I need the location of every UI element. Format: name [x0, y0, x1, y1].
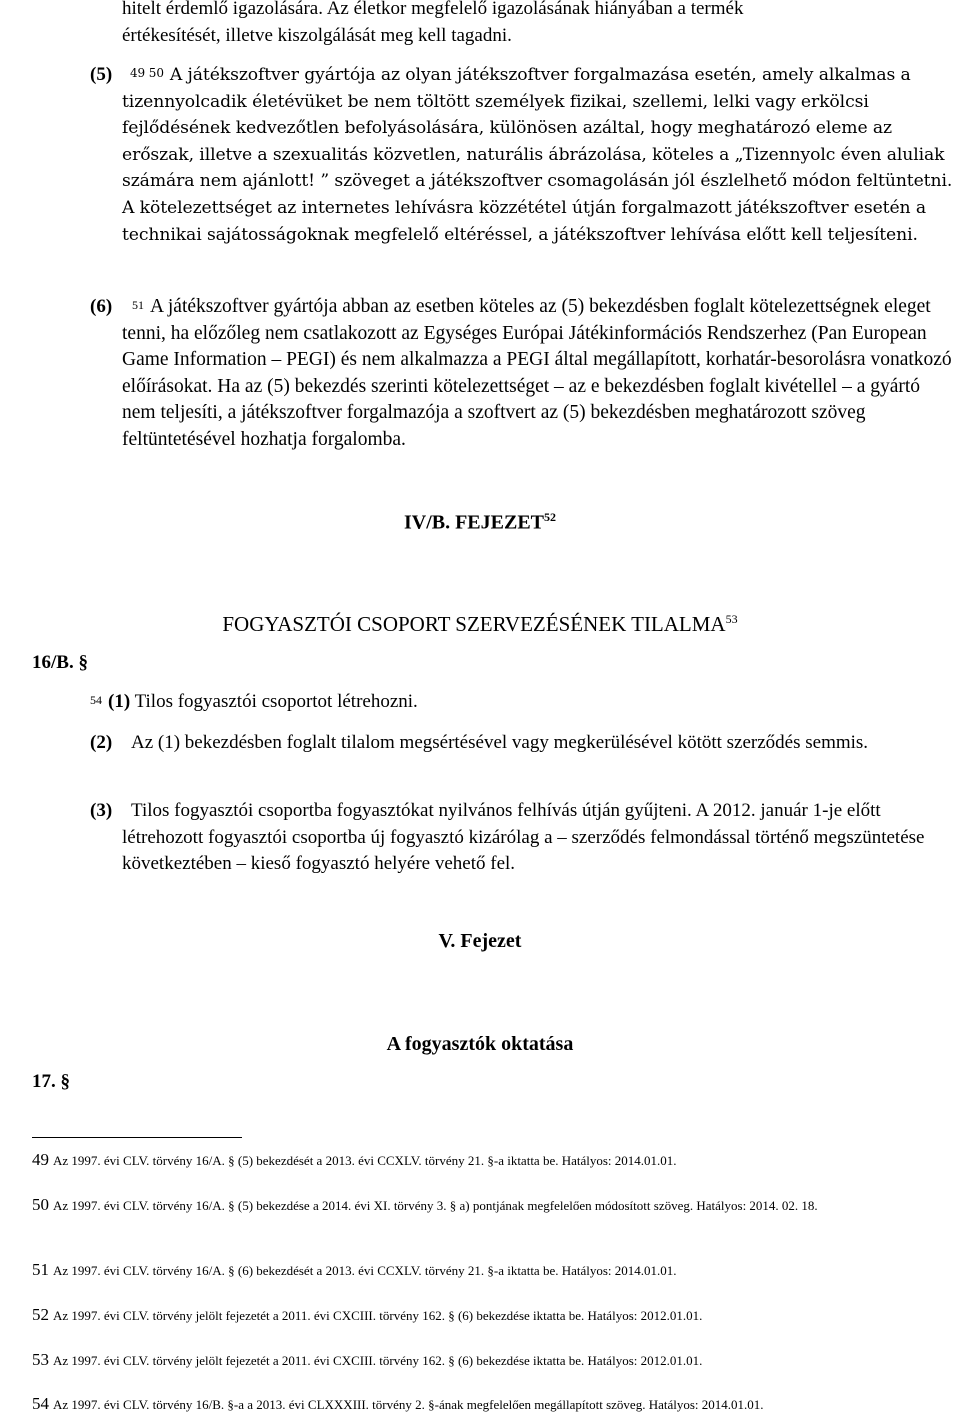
- continued-line-1: hitelt érdemlő igazolására. Az életkor megfelelő igazolásának hiányában a termék: [122, 0, 744, 19]
- footnote-50-text: Az 1997. évi CLV. törvény 16/A. § (5) bekezdése a 2014. évi XI. törvény 3. § a) pontjának megfelelően módosított szöveg. Hatályos: 2014. 02. 18.: [53, 1198, 818, 1213]
- footnote-49-num: 49: [32, 1150, 49, 1169]
- continued-line-2: értékesítését, illetve kiszolgálását meg kell tagadni.: [122, 24, 512, 46]
- section-16b-2-text: Az (1) bekezdésben foglalt tilalom megsértésével vagy megkerülésével kötött szerződés semmis.: [131, 732, 869, 753]
- section-16b-3-label: (3): [90, 800, 113, 821]
- paragraph-5-text: A játékszoftver gyártója az olyan játékszoftver forgalmazása esetén, amely alkalmas a tizennyolcadik életévüket be nem töltött személyek fizikai, szellemi, lelki vagy erkölcsi fejlődésének kedvezőtlen befolyásolására, különösen azáltal, hogy meghatározó eleme az erőszak, illetve a szexualitás közvetlen, naturális ábrázolása, köteles a „Tizennyolc éven aluliak számára nem ajánlott! ” szöveget a játékszoftver csomagolásán jól észlelhető módon feltüntetni. A kötelezettséget az internetes lehívásra közzététel útján forgalmazott játékszoftver esetén a technikai sajátosságoknak megfelelő eltéréssel, a játékszoftver lehívása előtt kell teljesíteni.: [122, 65, 953, 245]
- section-16b-1: [90, 689, 950, 716]
- paragraph-5: [122, 62, 958, 248]
- section-16b-1-ref: 54: [90, 693, 102, 707]
- section-17-label: 17. §: [32, 1071, 70, 1092]
- paragraph-6-label: (6): [90, 296, 113, 317]
- chapter-ivb-title-text: IV/B. FEJEZET: [403, 511, 545, 534]
- footnote-54-text: Az 1997. évi CLV. törvény 16/B. §-a a 2013. évi CLXXXIII. törvény 2. §-ának megfelelően megállapított szöveg. Hatályos: 2014.01.01.: [53, 1397, 764, 1412]
- paragraph-5-refs: 49 50: [130, 66, 164, 80]
- footnote-51: [32, 1260, 942, 1281]
- footnote-53-num: 53: [32, 1350, 49, 1369]
- section-16b-1-label: (1): [108, 691, 131, 712]
- section-16b-3-text: Tilos fogyasztói csoportba fogyasztókat nyilvános felhívás útján gyűjteni. A 2012. január 1-je előtt létrehozott fogyasztói csoportba új fogyasztó kizárólag a – szerződés felmondással történő megszüntetése következtében – kieső fogyasztó helyére vehető fel.: [122, 800, 925, 875]
- paragraph-6-text: A játékszoftver gyártója abban az esetben köteles az (5) bekezdésben foglalt kötelezettségnek eleget tenni, ha előzőleg nem csatlakozott az Egységes Európai Játékinformációs Rendszerhez (Pan European Game Information – PEGI) és nem alkalmazza a PEGI által megállapított, korhatár-besorolásra vonatkozó előírásokat. Ha az (5) bekezdés szerinti kötelezettséget – az e bekezdésben foglalt kivétellel – a gyártó nem teljesíti, a játékszoftver forgalmazója a szoftvert az (5) bekezdésben meghatározott szöveg feltüntetésével hozhatja forgalomba.: [122, 296, 952, 450]
- footnote-54: [32, 1394, 942, 1415]
- chapter-ivb-title: [0, 510, 960, 535]
- footnote-54-num: 54: [32, 1394, 49, 1413]
- footnote-divider: [32, 1137, 242, 1138]
- footnote-52-num: 52: [32, 1305, 49, 1324]
- footnote-51-text: Az 1997. évi CLV. törvény 16/A. § (6) bekezdését a 2013. évi CCXLV. törvény 21. §-a iktatta be. Hatályos: 2014.01.01.: [53, 1263, 677, 1278]
- footnote-53-text: Az 1997. évi CLV. törvény jelölt fejezetét a 2011. évi CXCIII. törvény 162. § (6) bekezdése iktatta be. Hatályos: 2012.01.01.: [53, 1353, 703, 1368]
- paragraph-6-refs: 51: [132, 298, 144, 312]
- footnote-49-text: Az 1997. évi CLV. törvény 16/A. § (5) bekezdését a 2013. évi CCXLV. törvény 21. §-a iktatta be. Hatályos: 2014.01.01.: [53, 1153, 677, 1168]
- heading-v: A fogyasztók oktatása: [386, 1033, 574, 1055]
- section-16b-1-text: Tilos fogyasztói csoportot létrehozni.: [134, 691, 418, 712]
- footnote-50: [32, 1195, 942, 1216]
- heading-ivb-ref: 53: [725, 612, 738, 626]
- chapter-v-title: V. Fejezet: [438, 930, 522, 952]
- footnote-49: [32, 1150, 942, 1171]
- paragraph-6: [122, 294, 958, 454]
- continued-text: [122, 0, 958, 49]
- heading-ivb: [0, 612, 960, 637]
- footnote-51-num: 51: [32, 1260, 49, 1279]
- chapter-ivb-ref: 52: [544, 510, 557, 524]
- footnote-53: [32, 1350, 942, 1371]
- section-16b-label: 16/B. §: [32, 652, 88, 673]
- section-16b-2-label: (2): [90, 732, 113, 753]
- footnote-52: [32, 1305, 942, 1326]
- footnote-50-num: 50: [32, 1195, 49, 1214]
- footnote-52-text: Az 1997. évi CLV. törvény jelölt fejezetét a 2011. évi CXCIII. törvény 162. § (6) bekezdése iktatta be. Hatályos: 2012.01.01.: [53, 1308, 703, 1323]
- heading-ivb-text: FOGYASZTÓI CSOPORT SZERVEZÉSÉNEK TILALMA: [222, 612, 726, 636]
- paragraph-5-label: (5): [90, 64, 113, 85]
